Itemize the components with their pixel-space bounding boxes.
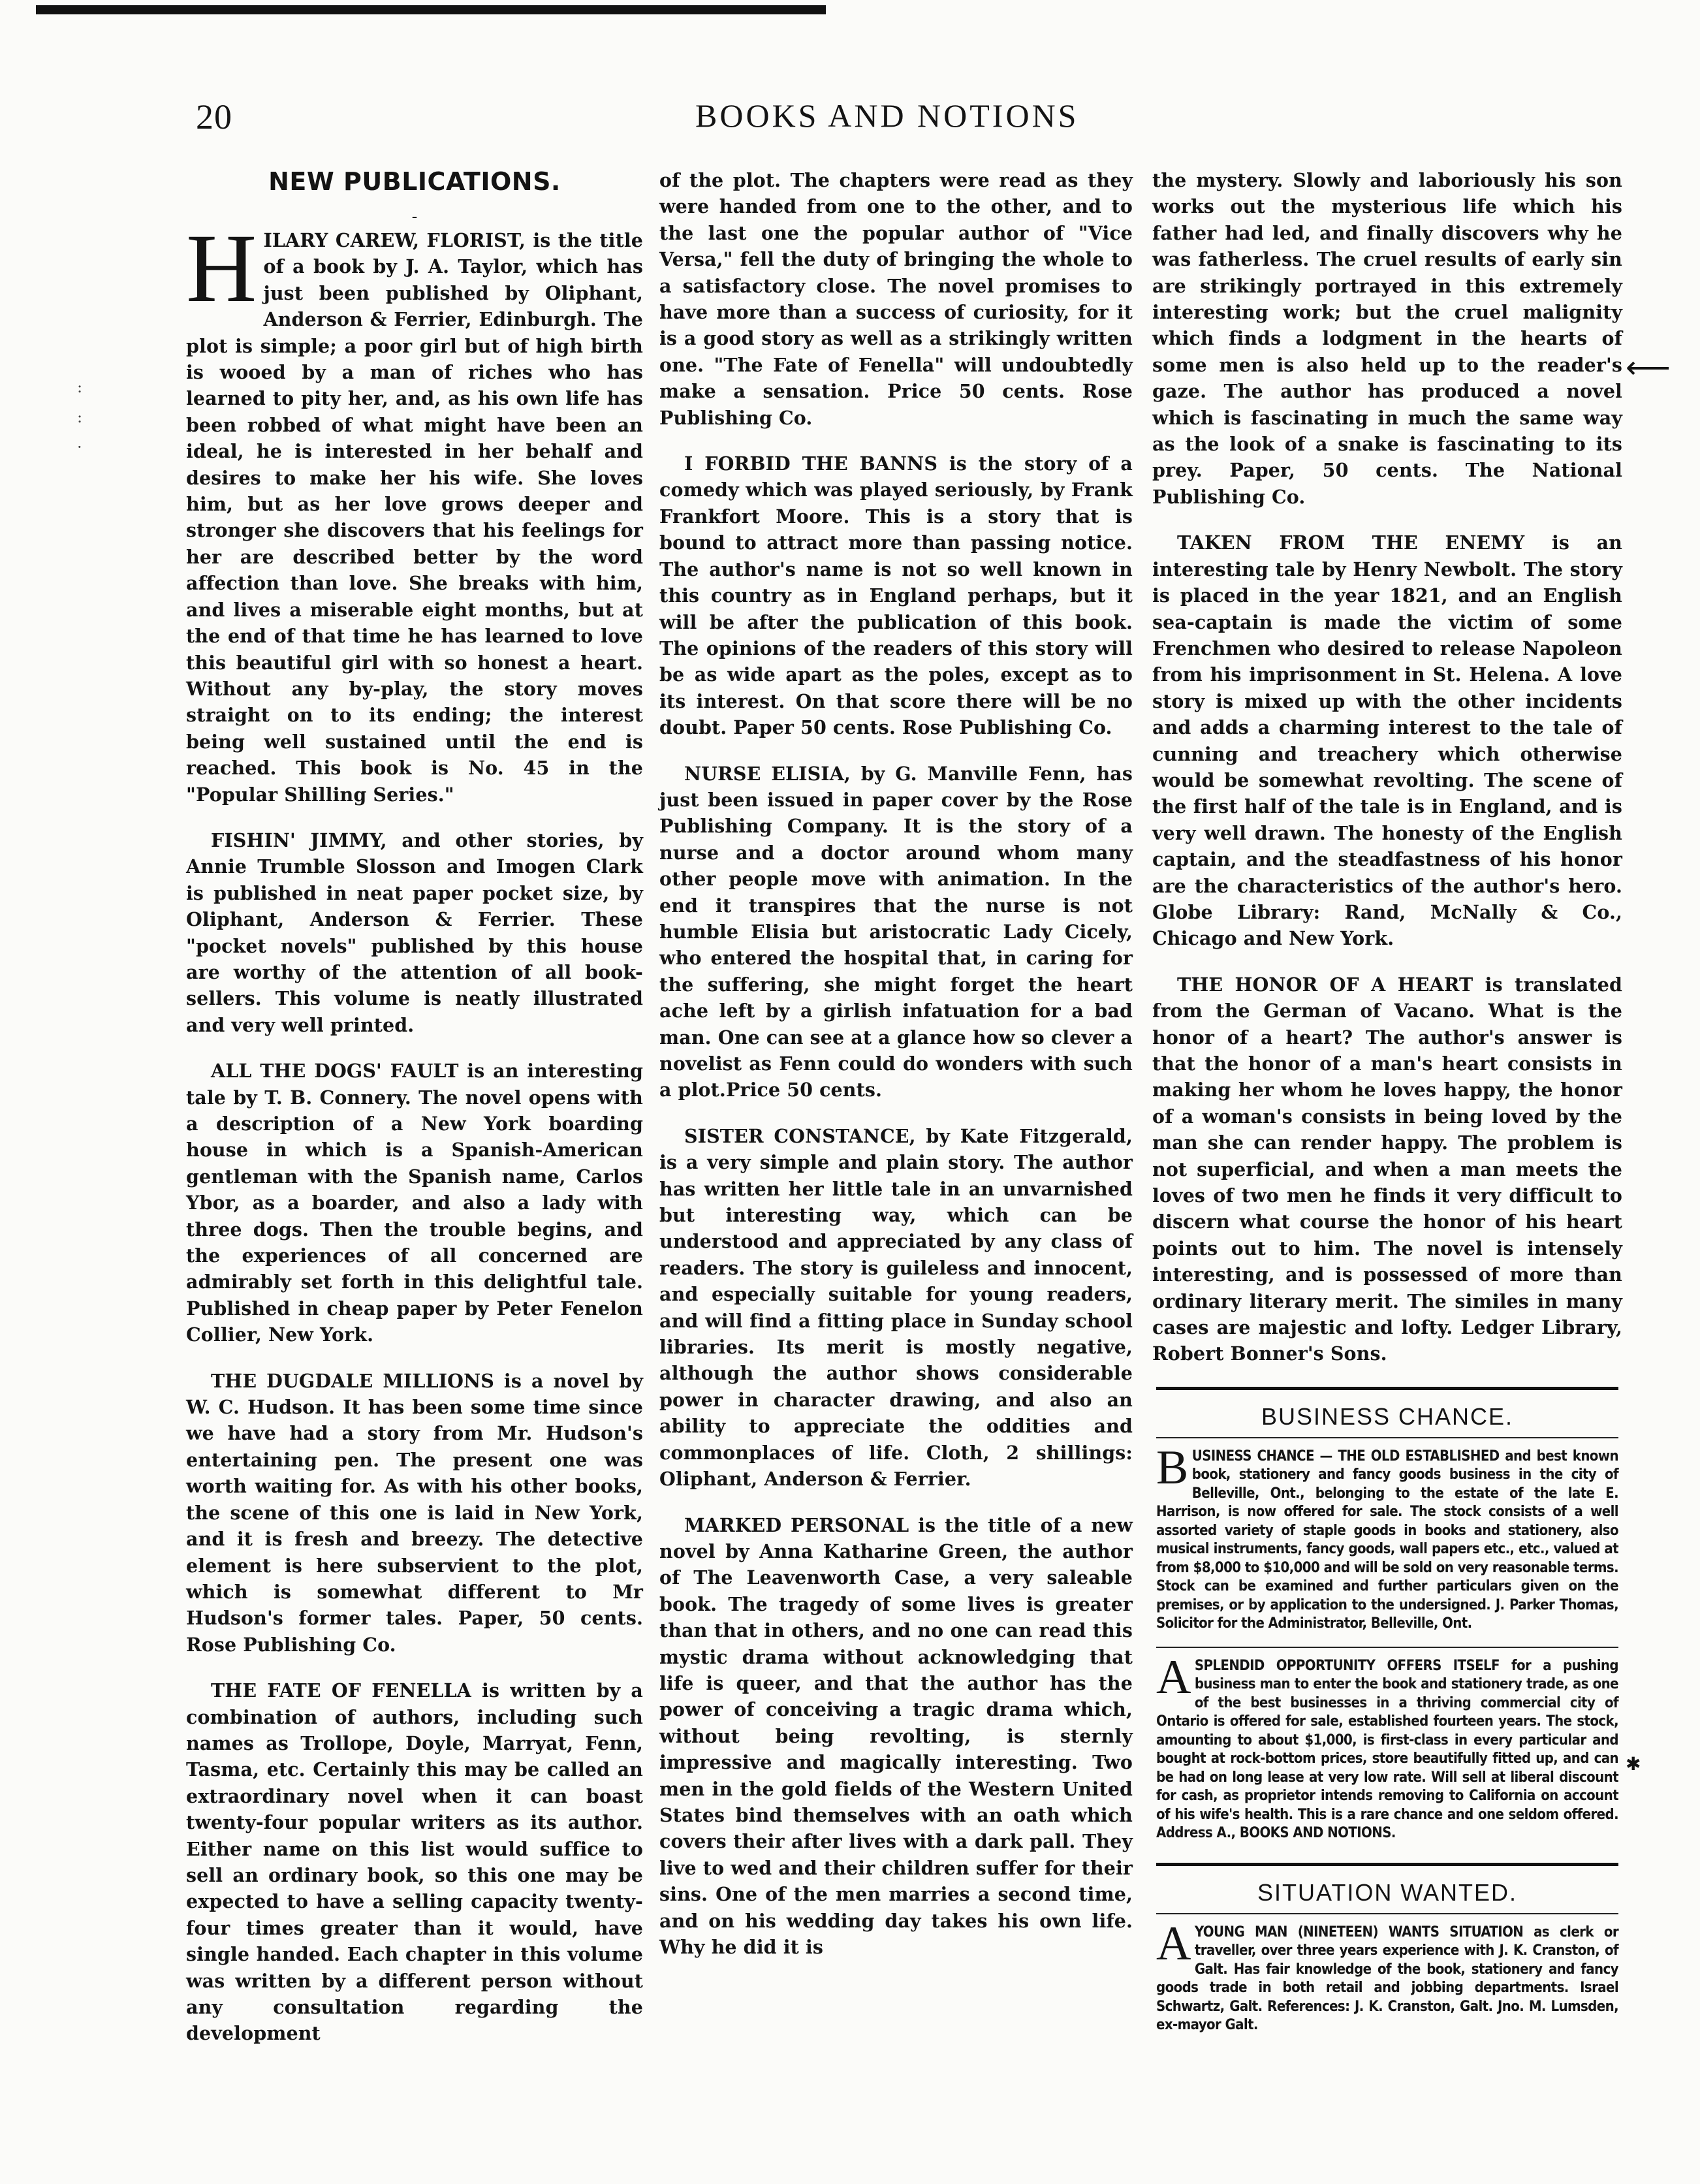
- heading-dash: -: [411, 207, 418, 227]
- ad-drop-cap: B: [1156, 1440, 1188, 1495]
- review-all-the-dogs-fault: [186, 1058, 643, 1348]
- review-text: is the story of a comedy which was played seriously, by Frank Frankfort Moore. This is a story that is bound to attract more than passing notice. The author's name is not so well known in this country as in England perhaps, but it will be after the publication of this book. The opinions of the readers of this story will be as wide apart as the poles, except as to its interest. On that score there will be no doubt. Paper 50 cents. Rose Publishing Co.: [659, 452, 1133, 739]
- review-marked-personal-continued: [1152, 167, 1622, 510]
- section-heading: NEW PUBLICATIONS.: [268, 167, 561, 196]
- review-text: ILARY CAREW, FLORIST, is the title of a book by J. A. Taylor, which has just been published by Oliphant, Anderson & Ferrier, Edinburgh. The plot is simple; a poor girl but of high birth is wooed by a man of riches who has learned to pity her, and, as his own life has been robbed of what might have been an ideal, he is interested in her behalf and desires to make her his wife. She loves him, but as her love grows deeper and stronger she discovers that his feelings for her are described better by the word affection than love. She breaks with him, and lives a miserable eight months, but at the end of that time he has learned to love this beautiful girl with so honest a heart. Without any by-play, the story moves straight on to its ending; the interest being well sustained until the end is reached. This book is No. 45 in the "Popular Shilling Series.": [186, 229, 643, 806]
- review-nurse-elisia: [659, 761, 1133, 1103]
- running-head: BOOKS AND NOTIONS: [695, 97, 1079, 134]
- review-title: ALL THE DOGS' FAULT: [211, 1060, 459, 1083]
- column-2: [659, 167, 1133, 1980]
- review-title: FISHIN' JIMMY,: [211, 829, 387, 851]
- business-ad-opportunity: [1156, 1650, 1618, 1843]
- review-text: is the title of a new novel by Anna Katharine Green, the author of The Leavenworth Case, a very saleable book. The tragedy of some lives is greater than that in others, and no one can read this mystic drama without acknowledging that life is queer, and that the author has the power of conceiving a tragic drama which, without being revolting, is sternly impressive and magically interesting. Two men in the gold fields of the Western United States bind themselves with an oath which covers their after lives with a dark pall. They live to wed and their children suffer for their sins. One of the men marries a second time, and on his wedding day takes his own life. Why he did it is: [659, 1513, 1133, 1958]
- review-text: is an interesting tale by T. B. Connery. The novel opens with a description of a New York boarding house in which is a Spanish-American gentleman with the Spanish name, Carlos Ybor, as a boarder, and also a lady with three dogs. Then the trouble begins, and the experiences of all concerned are admirably set forth in this delightful tale. Published in cheap paper by Peter Fenelon Collier, New York.: [186, 1060, 644, 1346]
- review-title: SISTER CONSTANCE,: [684, 1124, 916, 1147]
- section-rule: [1156, 1863, 1618, 1866]
- review-text: is written by a combination of authors, including such names as Trollope, Doyle, Marryat, Fenn, Tasma, etc. Certainly this may be called an extraordinary novel when it can boast twenty-four popular writers as its author. Either name on this list would suffice to sell an ordinary book, so this one may be expected to have a selling capacity twenty-four times greater than it would, have single handed. Each chapter in this volume was written by a different person without any consultation regarding the development: [186, 1679, 644, 2045]
- ad-divider: [1156, 1647, 1618, 1648]
- margin-ink-mark: ✱: [1626, 1753, 1641, 1775]
- column-1: [186, 167, 643, 2066]
- business-chance-heading: BUSINESS CHANCE.: [1261, 1402, 1514, 1430]
- review-fishin-jimmy: [186, 827, 643, 1038]
- top-rule: [36, 5, 826, 14]
- review-text: is translated from the German of Vacano. What is the honor of a heart? The author's answer is that the honor of a man's heart consists in making her whom he loves happy, the honor of a woman's consists in being loved by the man she can render happy. The problem is not superficial, and when a man meets the loves of two men he finds it very difficult to discern what course the honor of his heart points out to him. The novel is intensely interesting, and is possessed of more than ordinary literary merit. The similes in many cases are majestic and lofty. Ledger Library, Robert Bonner's Sons.: [1152, 973, 1622, 1365]
- review-text: by Kate Fitzgerald, is a very simple and plain story. The author has written her little tale in an unvarnished but interesting way, which can be understood and appreciated by any class of readers. The story is guileless and innocent, and especially suitable for young readers, and will find a fitting place in Sunday school libraries. Its merit is mostly negative, although the author shows considerable power in character drawing, and also an ability to appreciate the oddities and commonplaces of life. Cloth, 2 shillings: Oliphant, Anderson & Ferrier.: [659, 1124, 1133, 1491]
- business-ad-belleville: [1156, 1440, 1618, 1634]
- review-title: TAKEN FROM THE ENEMY: [1177, 531, 1525, 554]
- margin-pencil-marks: : : ·: [77, 378, 83, 456]
- review-text: is an interesting tale by Henry Newbolt. The story is placed in the year 1821, and an English sea-captain is made the victim of some Frenchmen who desired to release Napoleon from his imprisonment in St. Helena. A love story is mixed up with the other incidents and adds a charming interest to the tale of cunning and treachery which otherwise would be somewhat revolting. The scene of the first half of the tale is in England, and is very well drawn. The honesty of the English captain, and the steadfastness of his honor are the characteristics of the author's hero. Globe Library: Rand, McNally & Co., Chicago and New York.: [1152, 531, 1623, 950]
- page-number: 20: [196, 97, 232, 136]
- review-title: MARKED PERSONAL: [684, 1513, 909, 1536]
- drop-cap: H: [186, 214, 257, 323]
- review-fate-of-fenella-continued: [659, 167, 1133, 431]
- margin-arrow-mark: ⟵: [1626, 349, 1671, 386]
- ad-text: USINESS CHANCE — THE OLD ESTABLISHED and best known book, stationery and fancy goods business in the city of Belleville, Ont., belonging to the estate of the late E. Harrison, is now offered for sale. The stock consists of a well assorted variety of staple goods in books and stationery, also musical instruments, fancy goods, wall papers etc., etc., valued at from $8,000 to $10,000 and will be sold on very reasonable terms. Stock can be examined and further particulars given on the premises, or by application to the undersigned. J. Parker Thomas, Solicitor for the Administrator, Belleville, Ont.: [1156, 1448, 1618, 1632]
- review-fate-of-fenella: [186, 1677, 643, 2047]
- situation-ad: [1156, 1916, 1618, 2035]
- ad-text: YOUNG MAN (NINETEEN) WANTS SITUATION as clerk or traveller, over three years experience with J. K. Cranston, of Galt. Has fair knowledge of the book, stationery and fancy goods trade in both retail and jobbing departments. Israel Schwartz, Galt. References: J. K. Cranston, Galt. Jno. M. Lumsden, ex-mayor Galt.: [1156, 1923, 1618, 2034]
- review-title: I FORBID THE BANNS: [684, 452, 938, 475]
- review-title: NURSE ELISIA,: [684, 762, 851, 785]
- review-text: by G. Manville Fenn, has just been issued in paper cover by the Rose Publishing Company. It is the story of a nurse and a doctor around whom many other people move with animation. In the end it transpires that the nurse is not humble Elisia but aristocratic Lady Cicely, who entered the hospital that, in caring for the suffering, she might forget the heart ache left by a girlish infatuation for a bad man. One can see at a glance how so clever a novelist as Fenn could do wonders with such a plot.Price 50 cents.: [659, 762, 1133, 1101]
- review-i-forbid-the-banns: [659, 451, 1133, 740]
- review-text: of the plot. The chapters were read as they were handed from one to the other, and to the last one the popular author of "Vice Versa," fell the duty of bringing the whole to a satisfactory close. The novel promises to have more than a success of curiosity, for it is a good story as well as a strikingly written one. "The Fate of Fenella" will undoubtedly make a sensation. Price 50 cents. Rose Publishing Co.: [659, 169, 1133, 429]
- review-title: THE FATE OF FENELLA: [211, 1679, 471, 1702]
- ad-drop-cap: A: [1156, 1916, 1191, 1970]
- ad-text: SPLENDID OPPORTUNITY OFFERS ITSELF for a pushing business man to enter the book and stationery trade, as one of the best businesses in a thriving commercial city of Ontario is offered for sale, established fourteen years. The stock, amounting to about $1,000, is first-class in every particular and bought at rock-bottom prices, store beautifully fitted up, and can be had on long lease at very low rate. Will sell at liberal discount for cash, as proprietor intends removing to California on account of his wife's health. This is a rare chance and one seldom offered. Address A., BOOKS AND NOTIONS.: [1156, 1657, 1618, 1842]
- column-3: [1152, 167, 1622, 2048]
- review-title: THE HONOR OF A HEART: [1177, 973, 1473, 996]
- heading-underline: [1156, 1913, 1618, 1914]
- review-honor-of-a-heart: [1152, 972, 1622, 1367]
- heading-underline: [1156, 1437, 1618, 1438]
- review-text: the mystery. Slowly and laboriously his son works out the mysterious life which his father had led, and finally discovers why he was fatherless. The cruel results of early sin are strikingly portrayed in this extremely interesting work; but the cruel malignity which finds a lodgment in the hearts of some men is also held up to the reader's gaze. The author has produced a novel which is fascinating in much the same way as the look of a snake is fascinating to its prey. Paper, 50 cents. The National Publishing Co.: [1152, 169, 1622, 508]
- ad-drop-cap: A: [1156, 1650, 1191, 1704]
- review-title: THE DUGDALE MILLIONS: [211, 1369, 494, 1392]
- review-sister-constance: [659, 1123, 1133, 1493]
- review-marked-personal: [659, 1512, 1133, 1961]
- review-text: and other stories, by Annie Trumble Slosson and Imogen Clark is published in neat paper pocket size, by Oliphant, Anderson & Ferrier. These "pocket novels" published by this house are worthy of the attention of all book-sellers. This volume is neatly illustrated and very well printed.: [186, 829, 643, 1036]
- review-text: is a novel by W. C. Hudson. It has been some time since we have had a story from Mr. Hudson's entertaining pen. The present one was worth waiting for. As with his other books, the scene of this one is laid in New York, and it is fresh and breezy. The detective element is here subservient to the plot, which is somewhat different to Mr Hudson's former tales. Paper, 50 cents. Rose Publishing Co.: [186, 1369, 643, 1656]
- situation-wanted-heading: SITUATION WANTED.: [1257, 1878, 1517, 1906]
- review-taken-from-the-enemy: [1152, 530, 1622, 952]
- section-rule: [1156, 1387, 1618, 1390]
- review-dugdale-millions: [186, 1368, 643, 1658]
- review-hilary-carew: [186, 214, 643, 808]
